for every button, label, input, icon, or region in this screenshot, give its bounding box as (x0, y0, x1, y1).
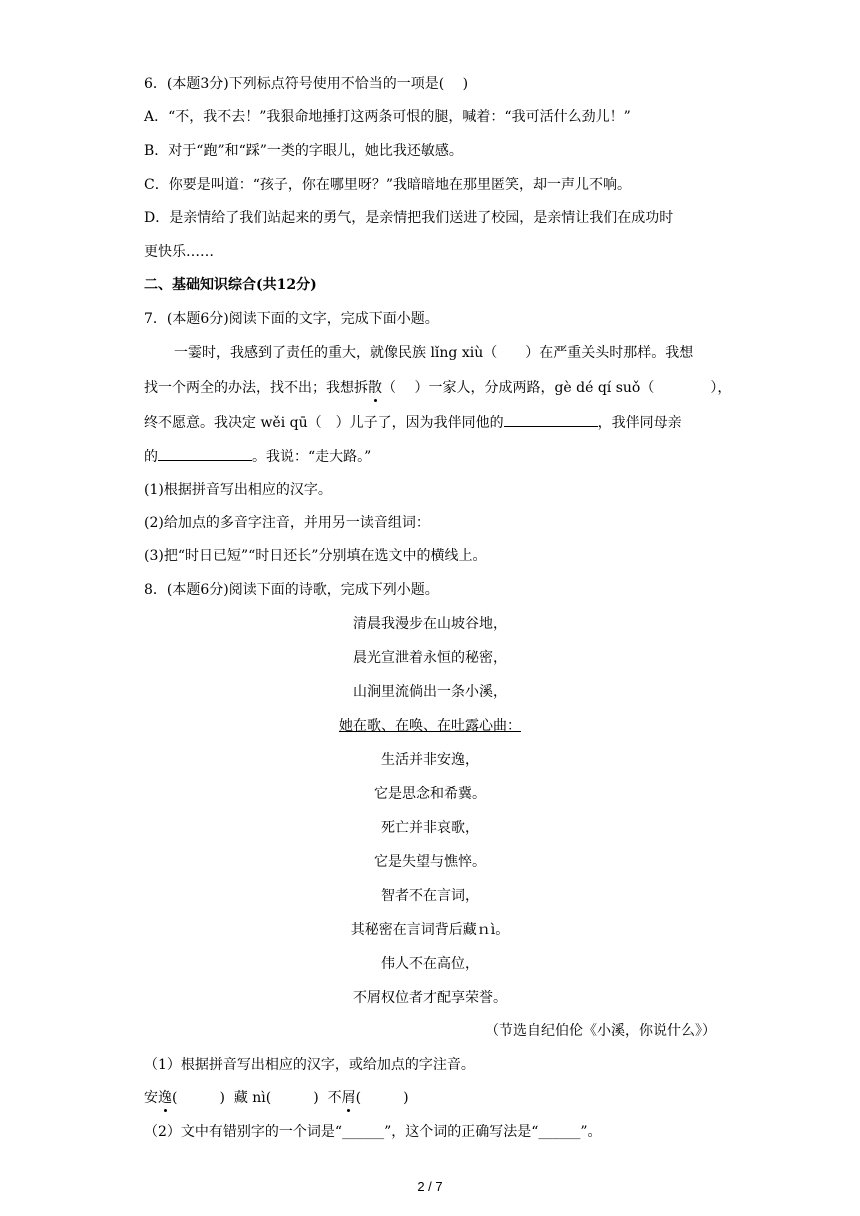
q6-option-c: C．你要是叫道：“孩子，你在哪里呀？”我暗暗地在那里匿笑，却一声儿不响。 (144, 177, 632, 193)
q7-passage-text: 找一个两全的办法，找不出；我想拆 (144, 380, 368, 396)
dotted-character: 屑 (341, 1090, 356, 1106)
answer-blank[interactable] (504, 412, 598, 427)
section-title: 二、基础知识综合(共12分) (144, 277, 317, 293)
word-text: 不 (327, 1090, 342, 1106)
poem-line: 生活并非安逸， (381, 752, 479, 768)
dotted-character: 散 (368, 380, 382, 396)
poem-line: 智者不在言词， (381, 888, 479, 904)
q8-sub-2: （2）文中有错别字的一个词是“______”，这个词的正确写法是“______”。 (144, 1124, 602, 1140)
q7-sub-3: (3)把“时日已短”“时日还长”分别填在选文中的横线上。 (144, 548, 487, 564)
q7-sub-2: (2)给加点的多音字注音，并用另一读音组词： (144, 515, 430, 531)
q6-option-d: D．是亲情给了我们站起来的勇气，是亲情把我们送进了校园，是亲情让我们在成功时 (144, 210, 674, 226)
q6-option-b: B．对于“跑”和“踩”一类的字眼儿，她比我还敏感。 (144, 143, 463, 159)
poem-line: 晨光宣泄着永恒的秘密， (353, 650, 507, 666)
q7-passage-text: ，我伴同母亲 (597, 415, 682, 431)
word-pinyin-blank[interactable]: 藏 nì( ) (233, 1090, 319, 1106)
q7-passage-text: 的 (144, 449, 158, 465)
page-number: 2 / 7 (417, 1179, 443, 1194)
poem-line: 伟人不在高位， (381, 956, 479, 972)
q7-passage-line-3 (144, 412, 682, 433)
q8-word-line (144, 1088, 409, 1108)
poem-line: 它是思念和希冀。 (374, 786, 486, 802)
q7-passage-text: 一霎时，我感到了责任的重大，就像民族 lǐng xiù（ ）在严重关头时那样。我想 (174, 345, 694, 361)
q8-sub-1: （1）根据拼音写出相应的汉字，或给加点的字注音。 (144, 1057, 475, 1073)
q7-passage-line-2 (144, 378, 731, 398)
poem-line: 它是失望与憔悴。 (374, 854, 486, 870)
q7-passage-line-4 (144, 446, 371, 467)
poem-line-underlined: 她在歌、在唤、在吐露心曲： (339, 718, 521, 734)
poem-line: 不屑权位者才配享荣誉。 (353, 990, 507, 1006)
q7-passage-text: 终不愿意。我决定 wěi qū（ ）儿子了，因为我伴同他的 (144, 415, 504, 431)
q8-stem: 8．(本题6分)阅读下面的诗歌，完成下列小题。 (144, 582, 439, 598)
poem-line: 清晨我漫步在山坡谷地， (353, 616, 507, 632)
dotted-character: 逸 (158, 1090, 172, 1106)
poem-line: 死亡并非哀歌， (381, 820, 479, 836)
poem-line: 山涧里流倘出一条小溪， (353, 684, 507, 700)
word-text: 安 (144, 1090, 158, 1106)
poem-source: （节选自纪伯伦《小溪，你说什么》） (485, 1023, 716, 1039)
q7-passage-text: 。我说：“走大路。” (252, 449, 372, 465)
q7-passage-line-1 (174, 343, 693, 363)
q7-passage-text: （ ）一家人，分成两路，gè dé qí suǒ（ ）， (382, 380, 732, 396)
q6-option-a: A．“不，我不去！”我狠命地捶打这两条可恨的腿，喊着：“我可活什么劲儿！” (144, 109, 631, 125)
q7-stem: 7．(本题6分)阅读下面的文字，完成下面小题。 (144, 311, 439, 327)
poem-line: 其秘密在言词背后藏ｎì。 (350, 922, 510, 938)
q6-option-d-cont: 更快乐…… (144, 244, 214, 260)
answer-blank[interactable] (158, 446, 252, 461)
q6-stem: 6．(本题3分)下列标点符号使用不恰当的一项是( ) (144, 76, 469, 92)
word-blank[interactable]: ( ) (172, 1090, 225, 1106)
q7-sub-1: (1)根据拼音写出相应的汉字。 (144, 482, 332, 498)
word-blank[interactable]: ( ) (355, 1090, 409, 1106)
